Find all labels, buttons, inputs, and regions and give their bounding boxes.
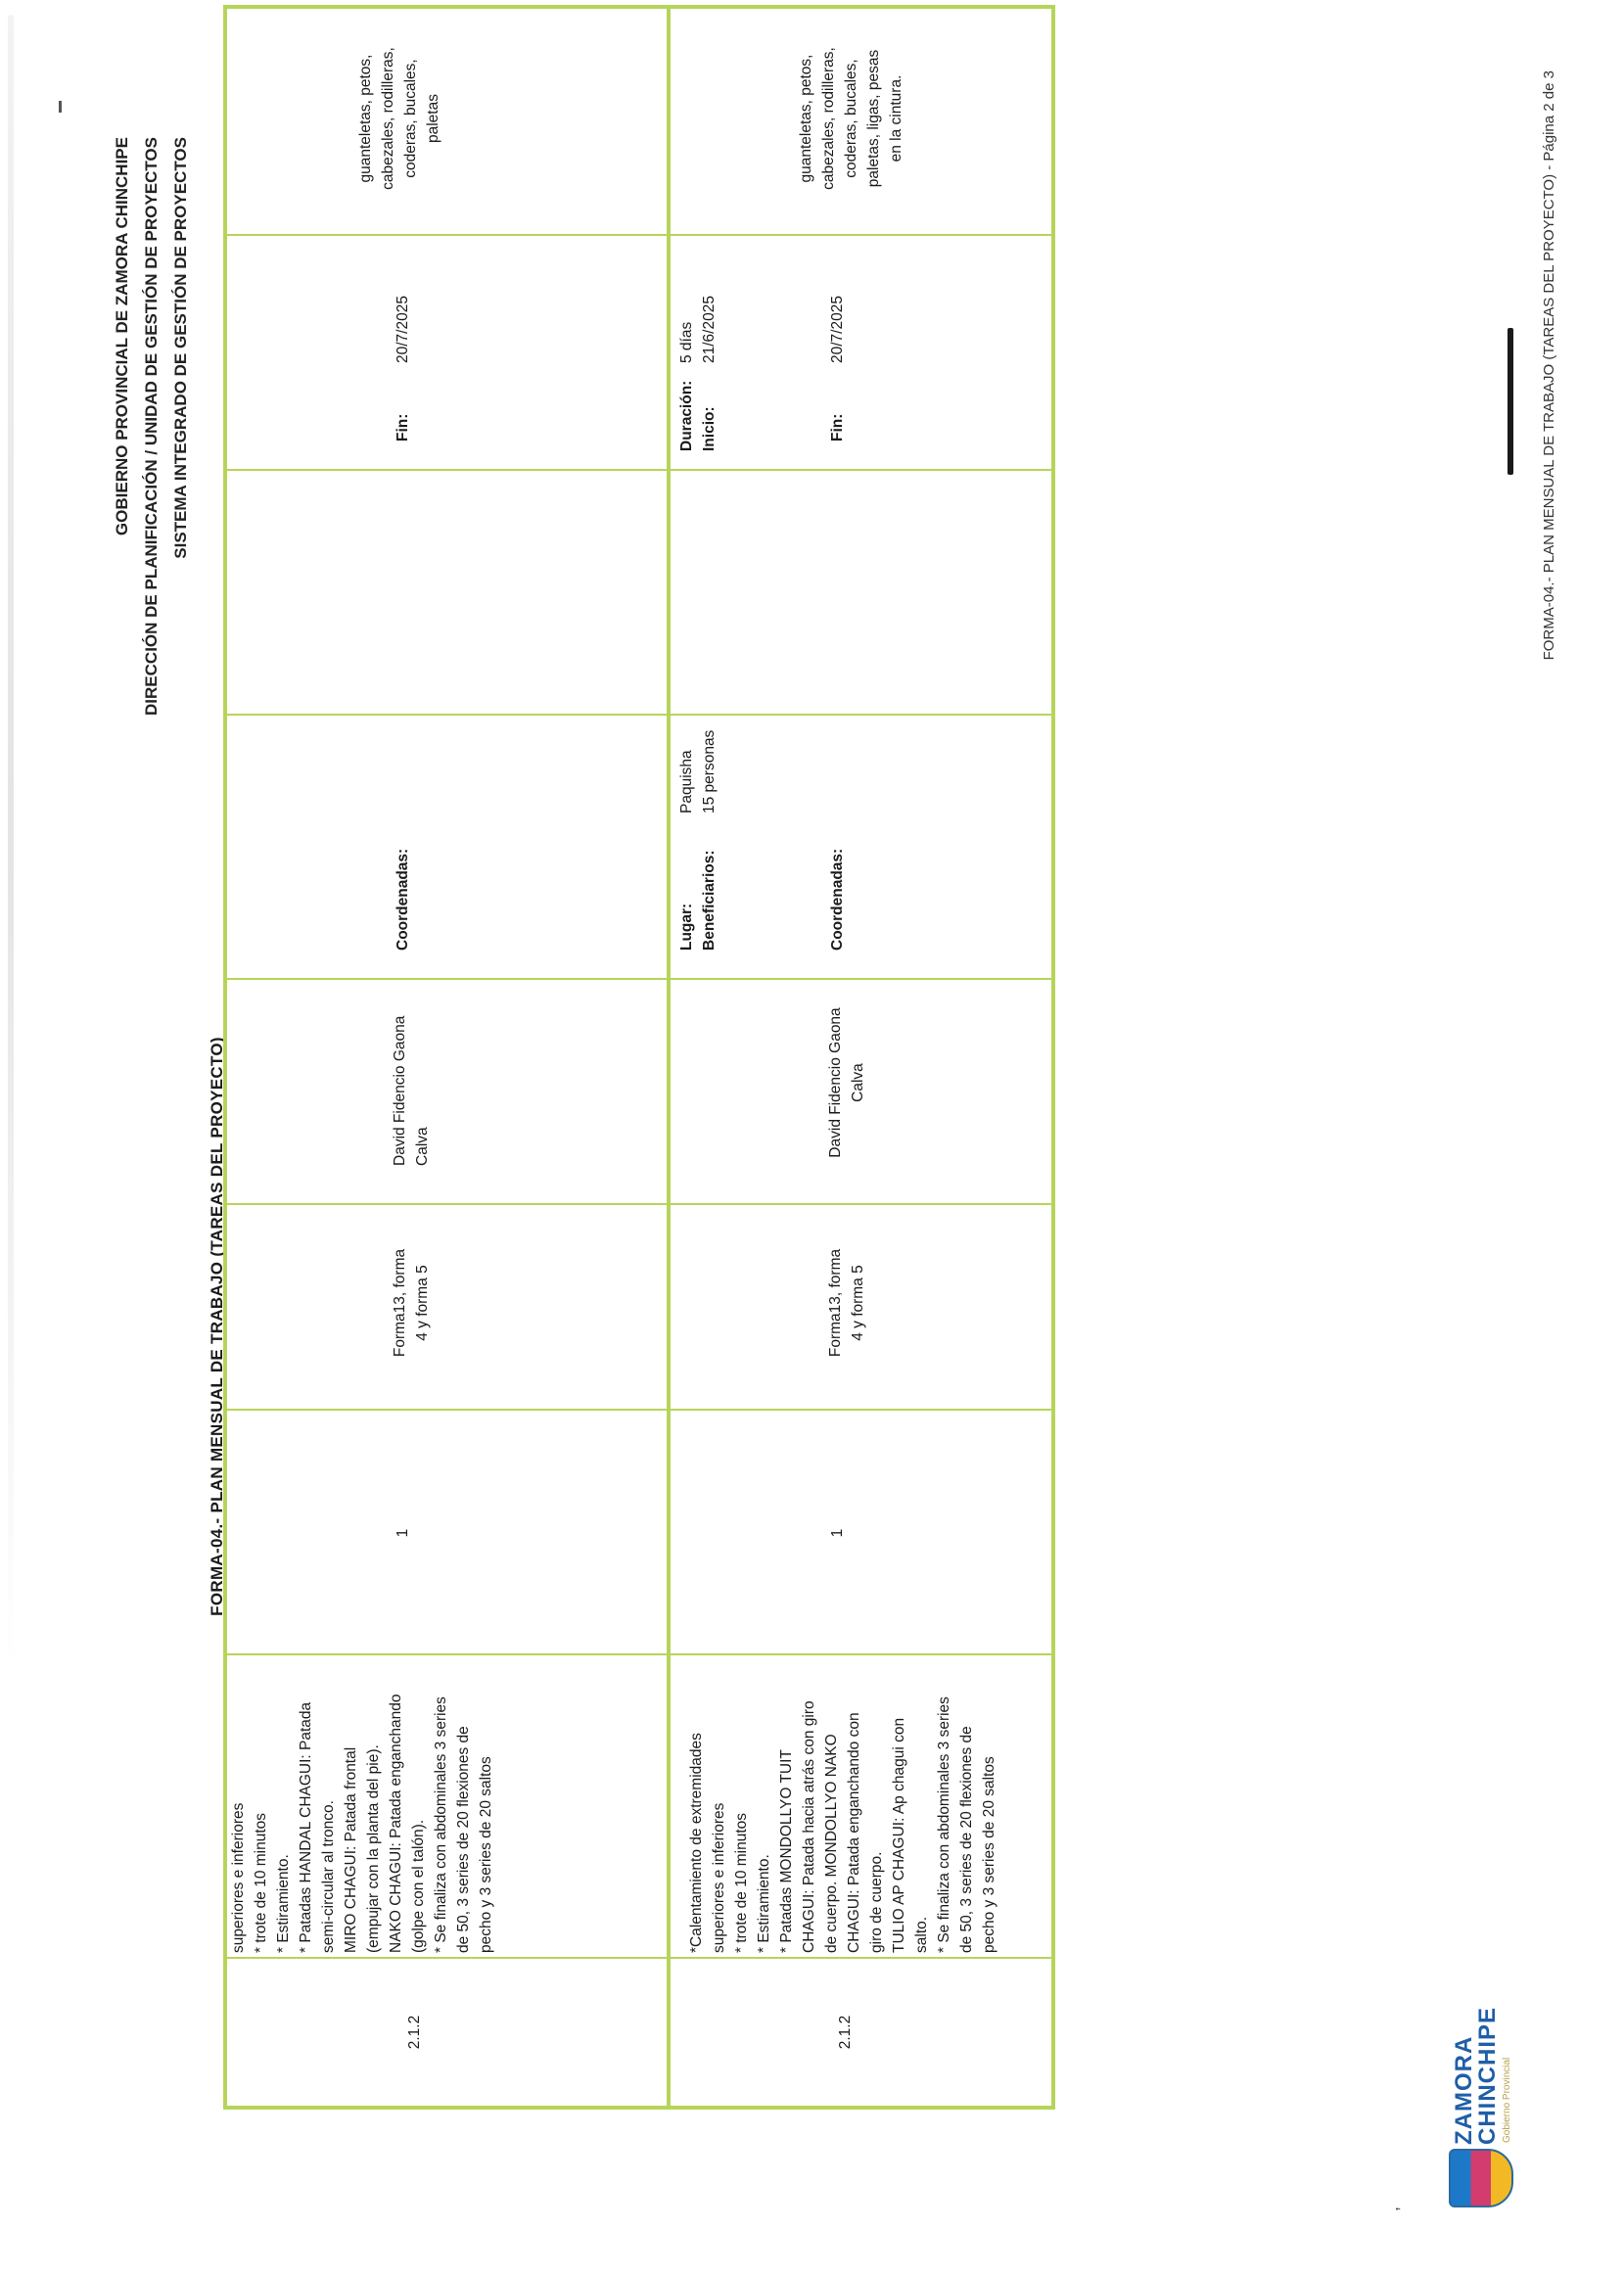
row2-forms: Forma13, forma 4 y forma 5 (827, 1248, 866, 1358)
page-footer: FORMA-04.- PLAN MENSUAL DE TRABAJO (TAREAS DEL PROYECTO) - Página 2 de 3 (1541, 70, 1557, 661)
activity-line: *Calentamiento de extremidades (688, 1733, 705, 1953)
row2-activity (685, 1659, 1000, 1953)
row2-fin-value: 20/7/2025 (829, 296, 846, 363)
activity-line: pecho y 3 series de 20 saltos (981, 1756, 998, 1953)
col-divider (227, 714, 1051, 716)
document-header (108, 137, 196, 1214)
activity-line: CHAGUI: Patada hacia atrás con giro (801, 1700, 817, 1953)
col-divider (227, 1409, 1051, 1411)
row2-benef-value: 15 personas (701, 729, 718, 813)
row1-quantity: 1 (394, 1528, 411, 1538)
scan-dot: , (1382, 2206, 1402, 2211)
row1-responsible: David Fidencio Gaona Calva (392, 1015, 431, 1166)
col-divider (227, 234, 1051, 236)
coat-of-arms-icon (1449, 2149, 1513, 2207)
row2-inicio-value: 21/6/2025 (701, 296, 718, 363)
activity-line: * Se finaliza con abdominales 3 series (936, 1696, 952, 1953)
activity-line: MIRO CHAGUI: Patada frontal (343, 1746, 359, 1953)
scan-edge-shadow (8, 15, 14, 1669)
activity-line: * Patadas HANDAL CHAGUI: Patada (298, 1701, 314, 1953)
row1-fin-value: 20/7/2025 (394, 296, 411, 363)
tasks-table (223, 5, 1055, 2110)
row2-fin-label: Fin: (829, 413, 846, 441)
scan-mark (59, 101, 62, 113)
row2-duracion-value: 5 días (678, 321, 695, 363)
activity-line: * trote de 10 minutos (733, 1812, 750, 1953)
row-divider (667, 9, 671, 2106)
row1-coords-label: Coordenadas: (394, 848, 411, 951)
row2-inicio-label: Inicio: (701, 406, 718, 451)
activity-line: pecho y 3 series de 20 saltos (478, 1756, 494, 1953)
activity-line: superiores e inferiores (711, 1802, 727, 1953)
logo-tagline: Gobierno Provincial (1502, 2057, 1512, 2143)
col-divider (227, 469, 1051, 471)
logo-word-zamora: ZAMORA (1451, 2035, 1477, 2145)
zamora-chinchipe-logo (1382, 2006, 1517, 2211)
activity-line: de cuerpo. MONDOLLYO NAKO (823, 1734, 840, 1953)
logo-word-chinchipe: CHINCHIPE (1474, 2006, 1501, 2145)
activity-line: NAKO CHAGUI: Patada enganchando (388, 1694, 404, 1953)
row2-responsible: David Fidencio Gaona Calva (827, 1007, 866, 1158)
activity-line: * Se finaliza con abdominales 3 series (433, 1696, 449, 1953)
row2-lugar-value: Paquisha (678, 750, 695, 813)
activity-line: * Estiramiento. (756, 1854, 772, 1953)
activity-line: * Estiramiento. (275, 1854, 292, 1953)
activity-line: (golpe con el talón). (410, 1819, 427, 1953)
activity-line: TULIO AP CHAGUI: Ap chagui con (891, 1717, 907, 1953)
row1-fin-label: Fin: (394, 413, 411, 441)
header-line-2: DIRECCIÓN DE PLANIFICACIÓN / UNIDAD DE GESTIÓN DE PROYECTOS (142, 137, 161, 716)
col-divider (227, 1653, 1051, 1655)
row1-forms: Forma13, forma 4 y forma 5 (392, 1248, 431, 1358)
activity-line: semi-circular al tronco. (320, 1800, 337, 1953)
scan-binding-mark (1508, 328, 1513, 475)
row2-benef-label: Beneficiarios: (701, 850, 718, 951)
activity-line: CHAGUI: Patada enganchando con (846, 1712, 862, 1953)
activity-line: salto. (913, 1916, 930, 1953)
row2-code: 2.1.2 (837, 2015, 854, 2050)
activity-line: de 50, 3 series de 20 flexiones de (958, 1726, 975, 1953)
col-divider (227, 978, 1051, 980)
header-line-3: SISTEMA INTEGRADO DE GESTIÓN DE PROYECTOS (171, 137, 190, 559)
activity-line: * trote de 10 minutos (253, 1812, 269, 1953)
col-divider (227, 1203, 1051, 1205)
col-divider (227, 1957, 1051, 1959)
activity-line: giro de cuerpo. (868, 1851, 885, 1953)
row2-lugar-label: Lugar: (678, 903, 695, 951)
table-title: FORMA-04.- PLAN MENSUAL DE TRABAJO (TAREAS DEL PROYECTO) (208, 1037, 226, 1616)
row1-materials: guanteletas, petos, cabezales, rodilleras, coderas, bucales, paletas (357, 47, 441, 190)
activity-line: (empujar con la planta del pie). (365, 1744, 382, 1953)
activity-line: superiores e inferiores (230, 1802, 247, 1953)
row1-activity (227, 1659, 497, 1953)
row2-materials: guanteletas, petos, cabezales, rodilleras, coderas, bucales, paletas, ligas, pesas en la cintura. (798, 47, 905, 190)
row1-code: 2.1.2 (406, 2015, 423, 2050)
row2-quantity: 1 (829, 1528, 846, 1538)
row2-duracion-label: Duración: (678, 380, 695, 451)
header-line-1: GOBIERNO PROVINCIAL DE ZAMORA CHINCHIPE (113, 137, 131, 536)
activity-line: * Patadas MONDOLLYO TUIT (778, 1749, 795, 1953)
activity-line: de 50, 3 series de 20 flexiones de (455, 1726, 472, 1953)
row2-coords-label: Coordenadas: (829, 848, 846, 951)
